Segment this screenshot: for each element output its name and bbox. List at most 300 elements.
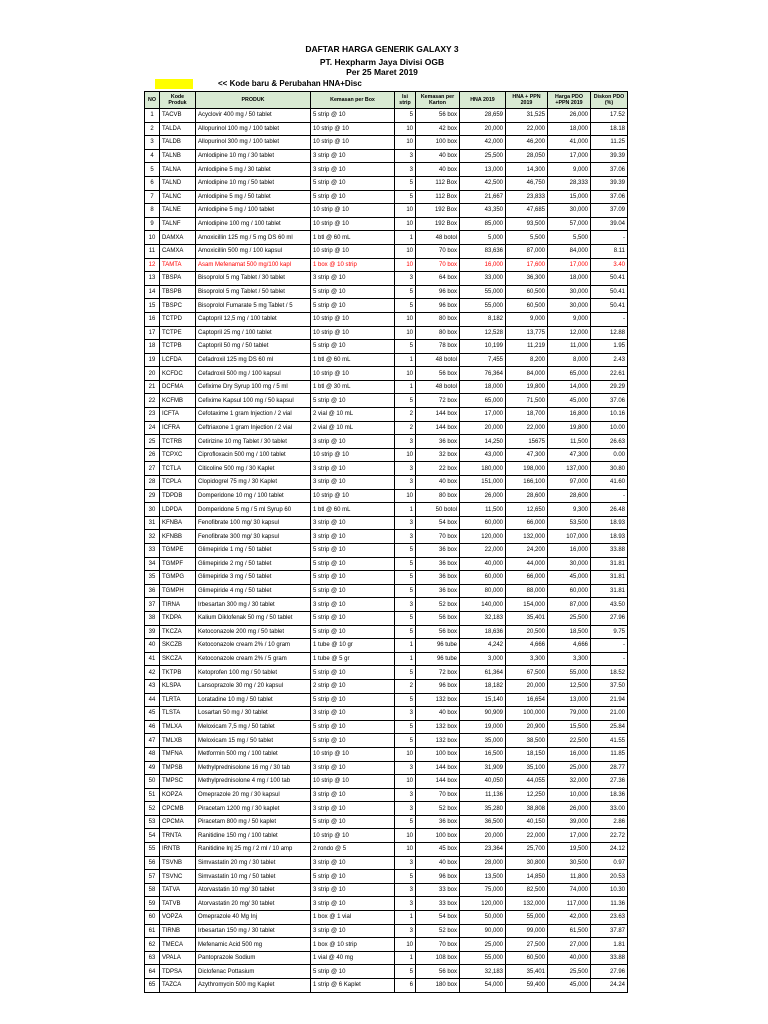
cell-carton-pack: 56 box — [416, 625, 460, 639]
cell-strip: 5 — [395, 870, 416, 884]
cell-hna: 140,000 — [460, 598, 506, 612]
cell-strip: 10 — [395, 326, 416, 340]
cell-no: 4 — [145, 149, 160, 163]
table-row — [145, 285, 628, 299]
cell-hna: 54,000 — [460, 979, 506, 993]
cell-code: SKCZA — [160, 652, 196, 666]
cell-pdo-discount: 31.81 — [591, 584, 628, 598]
cell-code: TSVNB — [160, 856, 196, 870]
cell-strip: 10 — [395, 244, 416, 258]
cell-pdo-price: 47,300 — [548, 448, 591, 462]
cell-hna-ppn: 22,000 — [506, 122, 548, 136]
cell-hna: 20,000 — [460, 122, 506, 136]
cell-code: KOPZA — [160, 788, 196, 802]
cell-box-pack: 5 strip @ 10 — [311, 394, 395, 408]
cell-hna-ppn: 46,200 — [506, 136, 548, 150]
cell-hna-ppn: 60,500 — [506, 285, 548, 299]
cell-product: Amoxicillin 500 mg / 100 kapsul — [196, 244, 311, 258]
cell-code: TALND — [160, 176, 196, 190]
cell-product: Amlodipine 5 mg / 30 tablet — [196, 163, 311, 177]
cell-pdo-discount: 27.96 — [591, 965, 628, 979]
cell-code: KCFDC — [160, 367, 196, 381]
table-row — [145, 122, 628, 136]
cell-hna: 10,199 — [460, 340, 506, 354]
cell-hna-ppn: 38,500 — [506, 734, 548, 748]
cell-no: 45 — [145, 707, 160, 721]
cell-carton-pack: 56 box — [416, 965, 460, 979]
col-header-pdo-discount: Diskon PDO (%) — [591, 92, 628, 109]
cell-product: Ketoconazole cream 2% / 10 gram — [196, 639, 311, 653]
cell-product: Cetirizine 10 mg Tablet / 30 tablet — [196, 435, 311, 449]
cell-code: TALNF — [160, 217, 196, 231]
cell-pdo-discount: 24.24 — [591, 979, 628, 993]
cell-no: 52 — [145, 802, 160, 816]
cell-pdo-discount: 43.50 — [591, 598, 628, 612]
cell-product: Atorvastatin 10 mg/ 30 tablet — [196, 883, 311, 897]
cell-product: Ranitidine Inj 25 mg / 2 ml / 10 amp — [196, 843, 311, 857]
cell-carton-pack: 56 box — [416, 367, 460, 381]
cell-carton-pack: 96 tube — [416, 652, 460, 666]
table-row — [145, 272, 628, 286]
cell-strip: 1 — [395, 353, 416, 367]
price-date: Per 25 Maret 2019 — [346, 67, 418, 77]
cell-pdo-price: 3,300 — [548, 652, 591, 666]
cell-hna-ppn: 13,775 — [506, 326, 548, 340]
cell-box-pack: 10 strip @ 10 — [311, 136, 395, 150]
cell-hna: 61,364 — [460, 666, 506, 680]
cell-code: TCTPD — [160, 312, 196, 326]
cell-no: 2 — [145, 122, 160, 136]
cell-product: Piracetam 1200 mg / 30 kaplet — [196, 802, 311, 816]
cell-hna: 76,364 — [460, 367, 506, 381]
cell-pdo-discount: 10.30 — [591, 883, 628, 897]
cell-carton-pack: 96 box — [416, 285, 460, 299]
cell-carton-pack: 70 box — [416, 244, 460, 258]
table-row — [145, 571, 628, 585]
table-row — [145, 380, 628, 394]
cell-hna: 80,000 — [460, 584, 506, 598]
cell-hna-ppn: 28,050 — [506, 149, 548, 163]
cell-hna: 20,000 — [460, 421, 506, 435]
cell-carton-pack: 54 box — [416, 911, 460, 925]
cell-pdo-discount: 18.52 — [591, 666, 628, 680]
cell-no: 10 — [145, 231, 160, 245]
cell-pdo-price: 45,000 — [548, 979, 591, 993]
cell-pdo-price: 18,500 — [548, 625, 591, 639]
cell-box-pack: 1 box @ 1 vial — [311, 911, 395, 925]
cell-pdo-price: 87,000 — [548, 598, 591, 612]
cell-no: 6 — [145, 176, 160, 190]
table-row — [145, 489, 628, 503]
cell-hna-ppn: 11,219 — [506, 340, 548, 354]
table-row — [145, 516, 628, 530]
cell-strip: 5 — [395, 299, 416, 313]
table-row — [145, 652, 628, 666]
cell-hna: 50,000 — [460, 911, 506, 925]
cell-product: Irbesartan 150 mg / 30 tablet — [196, 924, 311, 938]
cell-no: 21 — [145, 380, 160, 394]
cell-code: TMLXA — [160, 720, 196, 734]
cell-hna: 28,000 — [460, 856, 506, 870]
cell-hna: 55,000 — [460, 951, 506, 965]
cell-carton-pack: 70 box — [416, 938, 460, 952]
cell-pdo-discount: 1.81 — [591, 938, 628, 952]
cell-pdo-discount: - — [591, 231, 628, 245]
cell-strip: 3 — [395, 802, 416, 816]
cell-product: Ceftriaxone 1 gram Injection / 2 vial — [196, 421, 311, 435]
cell-product: Cefadroxil 125 mg DS 60 ml — [196, 353, 311, 367]
cell-hna: 180,000 — [460, 462, 506, 476]
cell-carton-pack: 50 botol — [416, 503, 460, 517]
cell-hna: 3,000 — [460, 652, 506, 666]
cell-no: 12 — [145, 258, 160, 272]
cell-carton-pack: 40 box — [416, 707, 460, 721]
cell-box-pack: 5 strip @ 10 — [311, 584, 395, 598]
cell-box-pack: 2 vial @ 10 mL — [311, 421, 395, 435]
cell-pdo-price: 74,000 — [548, 883, 591, 897]
cell-carton-pack: 78 box — [416, 340, 460, 354]
cell-box-pack: 5 strip @ 10 — [311, 734, 395, 748]
cell-box-pack: 3 strip @ 10 — [311, 707, 395, 721]
col-header-strip: Isi strip — [395, 92, 416, 109]
cell-pdo-price: 107,000 — [548, 530, 591, 544]
table-row — [145, 924, 628, 938]
cell-pdo-price: 45,000 — [548, 571, 591, 585]
cell-hna: 83,636 — [460, 244, 506, 258]
cell-code: IRNTB — [160, 843, 196, 857]
cell-product: Amlodipine 5 mg / 50 tablet — [196, 190, 311, 204]
cell-code: CPCMA — [160, 815, 196, 829]
cell-no: 17 — [145, 326, 160, 340]
cell-product: Glimepiride 1 mg / 50 tablet — [196, 544, 311, 558]
cell-pdo-price: 17,000 — [548, 149, 591, 163]
cell-strip: 5 — [395, 394, 416, 408]
cell-box-pack: 3 strip @ 10 — [311, 883, 395, 897]
cell-box-pack: 3 strip @ 10 — [311, 788, 395, 802]
cell-product: Fenofibrate 300 mg/ 30 kapsul — [196, 530, 311, 544]
cell-code: TACVB — [160, 109, 196, 123]
cell-hna: 18,636 — [460, 625, 506, 639]
cell-code: CAMXA — [160, 244, 196, 258]
cell-no: 8 — [145, 204, 160, 218]
cell-strip: 5 — [395, 285, 416, 299]
cell-no: 1 — [145, 109, 160, 123]
cell-pdo-price: 16,000 — [548, 747, 591, 761]
cell-pdo-price: 30,500 — [548, 856, 591, 870]
cell-hna: 55,000 — [460, 299, 506, 313]
cell-pdo-discount: 18.93 — [591, 530, 628, 544]
cell-strip: 5 — [395, 734, 416, 748]
cell-no: 28 — [145, 476, 160, 490]
cell-pdo-discount: 37.87 — [591, 924, 628, 938]
cell-box-pack: 3 strip @ 10 — [311, 924, 395, 938]
cell-pdo-discount: 37.09 — [591, 204, 628, 218]
cell-pdo-price: 9,300 — [548, 503, 591, 517]
cell-code: KFNBA — [160, 516, 196, 530]
cell-carton-pack: 96 box — [416, 679, 460, 693]
cell-hna-ppn: 17,600 — [506, 258, 548, 272]
cell-pdo-price: 17,000 — [548, 258, 591, 272]
cell-carton-pack: 144 box — [416, 421, 460, 435]
cell-hna-ppn: 19,800 — [506, 380, 548, 394]
cell-no: 40 — [145, 639, 160, 653]
cell-pdo-discount: 17.52 — [591, 109, 628, 123]
cell-code: TKCZA — [160, 625, 196, 639]
cell-pdo-discount: 22.72 — [591, 829, 628, 843]
cell-product: Cefadroxil 500 mg / 100 kapsul — [196, 367, 311, 381]
cell-box-pack: 3 strip @ 10 — [311, 598, 395, 612]
cell-carton-pack: 36 box — [416, 435, 460, 449]
table-row — [145, 176, 628, 190]
cell-pdo-price: 28,600 — [548, 489, 591, 503]
cell-pdo-price: 14,000 — [548, 380, 591, 394]
cell-box-pack: 10 strip @ 10 — [311, 244, 395, 258]
cell-no: 14 — [145, 285, 160, 299]
cell-product: Azythromycin 500 mg Kaplet — [196, 979, 311, 993]
cell-hna-ppn: 15675 — [506, 435, 548, 449]
cell-hna-ppn: 47,300 — [506, 448, 548, 462]
cell-no: 57 — [145, 870, 160, 884]
cell-pdo-price: 9,000 — [548, 163, 591, 177]
cell-hna-ppn: 30,800 — [506, 856, 548, 870]
cell-pdo-discount: 0.00 — [591, 448, 628, 462]
cell-strip: 2 — [395, 408, 416, 422]
table-row — [145, 163, 628, 177]
cell-carton-pack: 80 box — [416, 312, 460, 326]
cell-code: TCTRB — [160, 435, 196, 449]
cell-hna: 90,000 — [460, 924, 506, 938]
cell-hna: 31,909 — [460, 761, 506, 775]
cell-code: TGMPE — [160, 544, 196, 558]
cell-box-pack: 3 strip @ 10 — [311, 272, 395, 286]
cell-product: Domperidone 5 mg / 5 ml Syrup 60 — [196, 503, 311, 517]
cell-pdo-discount: 3.40 — [591, 258, 628, 272]
cell-pdo-price: 25,500 — [548, 965, 591, 979]
cell-pdo-price: 9,000 — [548, 312, 591, 326]
cell-no: 41 — [145, 652, 160, 666]
table-row — [145, 353, 628, 367]
cell-pdo-price: 10,000 — [548, 788, 591, 802]
cell-carton-pack: 36 box — [416, 557, 460, 571]
cell-pdo-price: 25,000 — [548, 761, 591, 775]
cell-hna-ppn: 4,666 — [506, 639, 548, 653]
cell-no: 63 — [145, 951, 160, 965]
cell-box-pack: 3 strip @ 10 — [311, 462, 395, 476]
cell-no: 48 — [145, 747, 160, 761]
cell-strip: 3 — [395, 476, 416, 490]
cell-hna-ppn: 100,000 — [506, 707, 548, 721]
table-row — [145, 666, 628, 680]
cell-carton-pack: 32 box — [416, 448, 460, 462]
col-header-hna: HNA 2019 — [460, 92, 506, 109]
cell-hna-ppn: 84,000 — [506, 367, 548, 381]
cell-hna-ppn: 55,000 — [506, 911, 548, 925]
cell-hna: 75,000 — [460, 883, 506, 897]
cell-code: TDPSA — [160, 965, 196, 979]
cell-product: Ketoprofen 100 mg / 50 tablet — [196, 666, 311, 680]
cell-product: Citicoline 500 mg / 30 Kaplet — [196, 462, 311, 476]
cell-box-pack: 3 strip @ 10 — [311, 516, 395, 530]
cell-code: TAMTA — [160, 258, 196, 272]
cell-carton-pack: 33 box — [416, 897, 460, 911]
cell-strip: 10 — [395, 136, 416, 150]
cell-no: 56 — [145, 856, 160, 870]
cell-hna: 11,136 — [460, 788, 506, 802]
cell-pdo-discount: 27.96 — [591, 611, 628, 625]
cell-hna: 19,000 — [460, 720, 506, 734]
cell-no: 29 — [145, 489, 160, 503]
cell-carton-pack: 52 box — [416, 924, 460, 938]
cell-hna-ppn: 60,500 — [506, 951, 548, 965]
cell-box-pack: 5 strip @ 10 — [311, 815, 395, 829]
cell-hna-ppn: 71,500 — [506, 394, 548, 408]
cell-carton-pack: 54 box — [416, 516, 460, 530]
cell-carton-pack: 80 box — [416, 326, 460, 340]
cell-box-pack: 5 strip @ 10 — [311, 176, 395, 190]
cell-carton-pack: 100 box — [416, 136, 460, 150]
cell-strip: 5 — [395, 815, 416, 829]
cell-product: Omeprazole 20 mg / 30 kapsul — [196, 788, 311, 802]
table-row — [145, 707, 628, 721]
cell-pdo-price: 12,000 — [548, 326, 591, 340]
cell-code: TKTPB — [160, 666, 196, 680]
cell-product: Allopurinol 100 mg / 100 tablet — [196, 122, 311, 136]
cell-hna-ppn: 40,150 — [506, 815, 548, 829]
cell-box-pack: 3 strip @ 10 — [311, 802, 395, 816]
cell-hna-ppn: 23,833 — [506, 190, 548, 204]
table-row — [145, 693, 628, 707]
cell-product: Methylprednisolone 4 mg / 100 tab — [196, 775, 311, 789]
cell-pdo-price: 13,000 — [548, 693, 591, 707]
cell-pdo-price: 11,500 — [548, 435, 591, 449]
cell-carton-pack: 56 box — [416, 109, 460, 123]
cell-strip: 3 — [395, 856, 416, 870]
cell-box-pack: 1 vial @ 40 mg — [311, 951, 395, 965]
cell-carton-pack: 40 box — [416, 856, 460, 870]
table-row — [145, 217, 628, 231]
cell-product: Bisoprolol 5 mg Tablet / 30 tablet — [196, 272, 311, 286]
table-row — [145, 258, 628, 272]
cell-no: 34 — [145, 557, 160, 571]
table-row — [145, 951, 628, 965]
cell-box-pack: 3 strip @ 10 — [311, 856, 395, 870]
cell-hna: 21,667 — [460, 190, 506, 204]
cell-hna: 35,280 — [460, 802, 506, 816]
cell-strip: 5 — [395, 190, 416, 204]
cell-product: Glimepiride 2 mg / 50 tablet — [196, 557, 311, 571]
table-row — [145, 136, 628, 150]
cell-hna-ppn: 36,300 — [506, 272, 548, 286]
cell-product: Amlodipine 10 mg / 50 tablet — [196, 176, 311, 190]
cell-product: Domperidone 10 mg / 100 tablet — [196, 489, 311, 503]
cell-strip: 1 — [395, 231, 416, 245]
cell-hna: 4,242 — [460, 639, 506, 653]
cell-carton-pack: 36 box — [416, 584, 460, 598]
table-row — [145, 843, 628, 857]
cell-pdo-discount: - — [591, 312, 628, 326]
cell-hna: 35,000 — [460, 734, 506, 748]
cell-no: 5 — [145, 163, 160, 177]
cell-pdo-price: 97,000 — [548, 476, 591, 490]
cell-hna-ppn: 18,150 — [506, 747, 548, 761]
cell-strip: 5 — [395, 720, 416, 734]
cell-hna: 18,000 — [460, 380, 506, 394]
cell-box-pack: 1 tube @ 10 gr — [311, 639, 395, 653]
cell-box-pack: 1 strip @ 6 Kaplet — [311, 979, 395, 993]
cell-product: Metformin 500 mg / 100 tablet — [196, 747, 311, 761]
cell-hna-ppn: 132,000 — [506, 897, 548, 911]
cell-strip: 10 — [395, 122, 416, 136]
cell-strip: 10 — [395, 204, 416, 218]
cell-product: Ciprofloxacin 500 mg / 100 tablet — [196, 448, 311, 462]
cell-code: TGMPF — [160, 557, 196, 571]
col-header-box-pack: Kemasan per Box — [311, 92, 395, 109]
company-name: PT. Hexpharm Jaya Divisi OGB — [319, 57, 445, 67]
table-row — [145, 815, 628, 829]
cell-code: LCFDA — [160, 353, 196, 367]
cell-hna: 23,364 — [460, 843, 506, 857]
table-row — [145, 544, 628, 558]
document-title: DAFTAR HARGA GENERIK GALAXY 3 — [305, 44, 459, 54]
cell-hna: 16,000 — [460, 258, 506, 272]
cell-hna-ppn: 22,000 — [506, 421, 548, 435]
cell-carton-pack: 108 box — [416, 951, 460, 965]
cell-pdo-price: 26,000 — [548, 802, 591, 816]
cell-hna-ppn: 20,500 — [506, 625, 548, 639]
cell-hna: 14,250 — [460, 435, 506, 449]
cell-carton-pack: 132 box — [416, 693, 460, 707]
cell-code: KLSPA — [160, 679, 196, 693]
cell-product: Bisoprolol 5 mg Tablet / 50 tablet — [196, 285, 311, 299]
cell-hna: 7,455 — [460, 353, 506, 367]
cell-box-pack: 3 strip @ 10 — [311, 149, 395, 163]
cell-hna-ppn: 60,500 — [506, 299, 548, 313]
cell-no: 11 — [145, 244, 160, 258]
cell-no: 3 — [145, 136, 160, 150]
cell-code: TDPDB — [160, 489, 196, 503]
cell-carton-pack: 52 box — [416, 802, 460, 816]
cell-carton-pack: 52 box — [416, 598, 460, 612]
cell-carton-pack: 96 tube — [416, 639, 460, 653]
cell-code: TMPSB — [160, 761, 196, 775]
cell-strip: 1 — [395, 639, 416, 653]
cell-box-pack: 5 strip @ 10 — [311, 190, 395, 204]
cell-pdo-discount: 39.39 — [591, 149, 628, 163]
cell-strip: 1 — [395, 652, 416, 666]
cell-box-pack: 5 strip @ 10 — [311, 693, 395, 707]
cell-pdo-discount: 10.00 — [591, 421, 628, 435]
cell-product: Pantoprazole Sodium — [196, 951, 311, 965]
cell-hna-ppn: 31,525 — [506, 109, 548, 123]
cell-code: DCFMA — [160, 380, 196, 394]
cell-strip: 5 — [395, 965, 416, 979]
cell-hna-ppn: 154,000 — [506, 598, 548, 612]
cell-strip: 3 — [395, 530, 416, 544]
cell-hna: 17,000 — [460, 408, 506, 422]
cell-no: 42 — [145, 666, 160, 680]
cell-code: KCFMB — [160, 394, 196, 408]
cell-strip: 3 — [395, 462, 416, 476]
cell-carton-pack: 48 botol — [416, 380, 460, 394]
cell-strip: 10 — [395, 775, 416, 789]
cell-hna-ppn: 87,000 — [506, 244, 548, 258]
cell-box-pack: 2 rondo @ 5 — [311, 843, 395, 857]
table-row — [145, 408, 628, 422]
cell-carton-pack: 33 box — [416, 883, 460, 897]
cell-hna: 18,182 — [460, 679, 506, 693]
cell-no: 13 — [145, 272, 160, 286]
cell-pdo-price: 117,000 — [548, 897, 591, 911]
